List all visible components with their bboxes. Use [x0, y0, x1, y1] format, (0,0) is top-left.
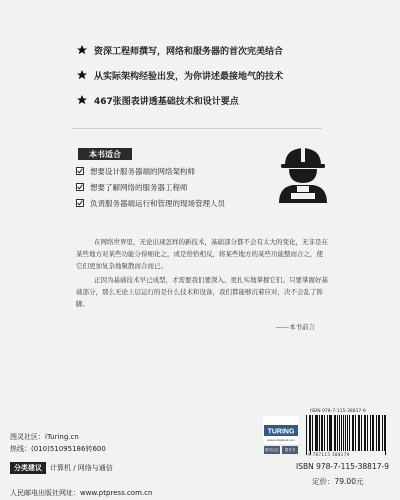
barcode-digits: 9 787115 388179: [308, 452, 350, 457]
preface-paragraph: 正因为基础技术早已成型，才需要我们要深入、更扎实地掌握它们。只要掌握好基础部分，那么无论上层运行的是什么技术和设备，我们都能够沉着应对，决不会乱了阵脚。: [76, 276, 328, 308]
checkbox-icon: [76, 183, 84, 191]
feature-bullet: [76, 65, 376, 85]
barcode: [306, 415, 388, 457]
isbn-top: ISBN 978-7-115-38817-9: [310, 409, 366, 414]
suitable-title: 本书适合: [78, 148, 132, 160]
checkbox-icon: [76, 199, 84, 207]
list-item-text: 想要了解网络的服务器工程师: [90, 182, 188, 192]
feature-bullets: [76, 40, 376, 115]
publisher-info: 人民邮电出版社网址：www.ptpress.com.cn: [10, 489, 153, 497]
star-icon: [76, 44, 88, 56]
logo-brand: TURING: [267, 428, 295, 436]
category-row: [10, 462, 113, 474]
feature-bullet-text: 467张图表讲透基础技术和设计要点: [94, 96, 239, 107]
list-item-text: 负责服务器端运行和管理的现场管理人员: [90, 198, 225, 208]
hotline-info: 热线：(010)51095186转600: [10, 445, 106, 453]
community-info: 图灵社区：iTuring.cn: [10, 433, 79, 441]
list-item: [76, 195, 306, 211]
star-icon: [76, 69, 88, 81]
star-icon: [76, 94, 88, 106]
list-item: [76, 163, 306, 179]
price: 定价：79.00元: [312, 477, 364, 486]
checkbox-icon: [76, 167, 84, 175]
logo-caption: 图灵书: [282, 446, 298, 454]
category-value: 计算机 / 网络与通信: [50, 464, 113, 472]
feature-bullet: [76, 40, 376, 60]
list-item: [76, 179, 306, 195]
list-item-text: 想要设计服务器端的网络架构师: [90, 166, 195, 176]
isbn: ISBN 978-7-115-38817-9: [296, 462, 389, 471]
logo-caption: 图灵社区: [264, 446, 280, 454]
category-label: 分类建议: [10, 462, 46, 474]
preface-signature: ——本书前言: [276, 323, 315, 331]
worker-icon: [275, 145, 331, 203]
logo-url: www.turingbook.com: [267, 438, 295, 442]
feature-bullet-text: 资深工程师撰写，网络和服务器的首次完美结合: [94, 46, 284, 57]
feature-bullet-text: 从实际架构经验出发，为你讲述最接地气的技术: [94, 71, 284, 82]
feature-bullet: [76, 90, 376, 110]
divider: [72, 128, 322, 129]
suitable-list: [76, 163, 306, 211]
preface-paragraph: 在网络世界里，无论出现怎样的新技术，基础部分都不会有太大的变化，无非是在某些地方对某些功能分得细化之，或是恰恰相反，将某些地方的某些功能整而合之，使它们更加复杂地聚散而合而已。: [76, 238, 328, 270]
